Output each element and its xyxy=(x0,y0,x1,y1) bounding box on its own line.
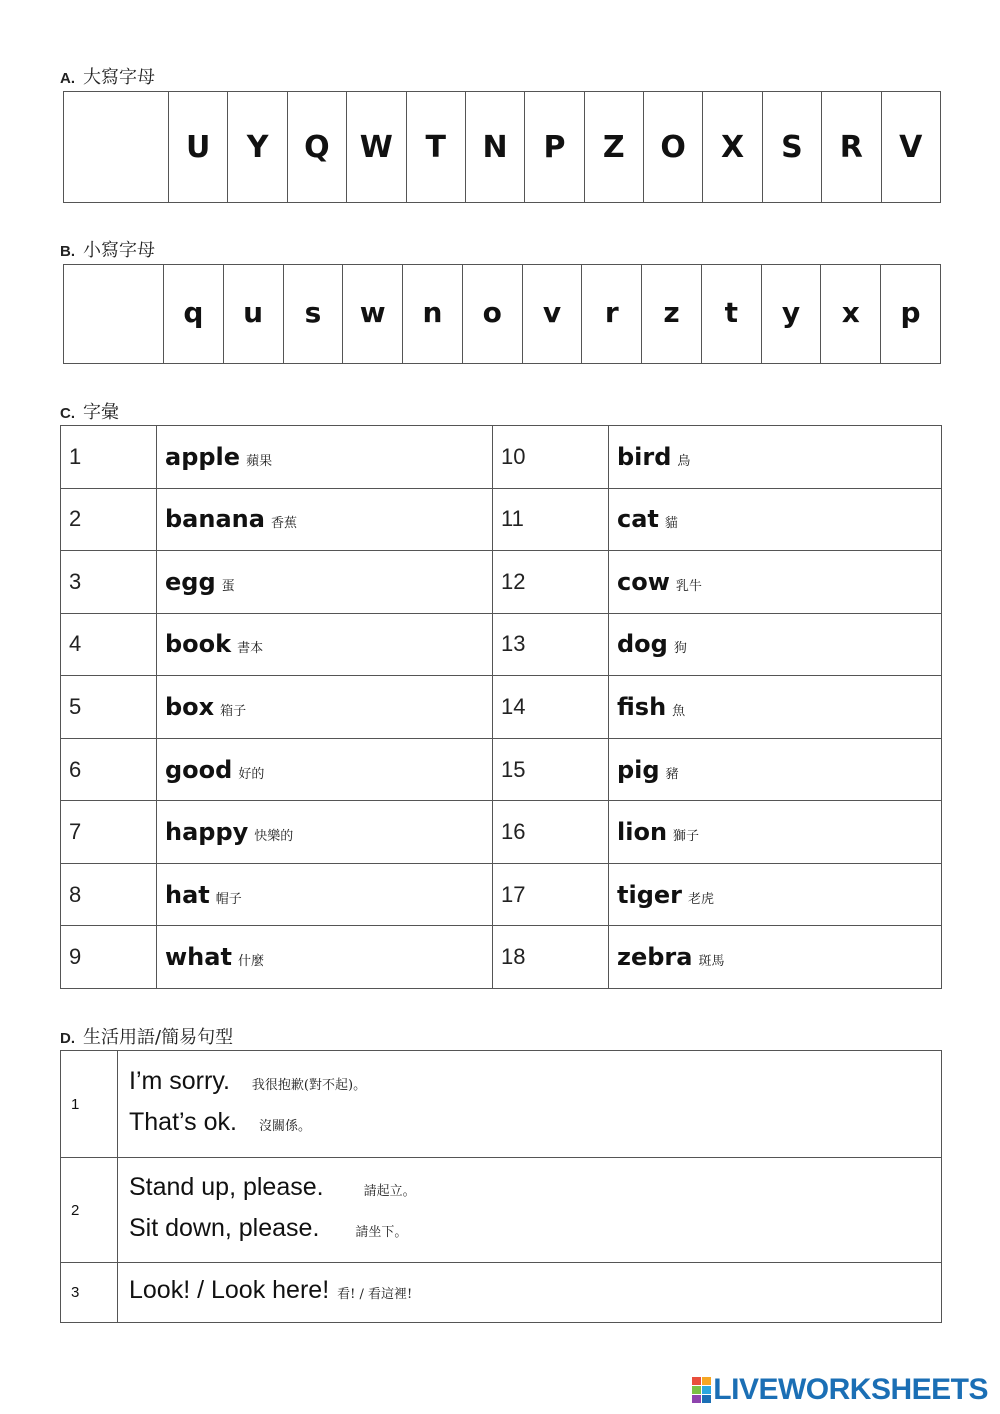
vocab-number: 5 xyxy=(61,676,157,739)
vocab-number: 12 xyxy=(493,551,609,614)
vocab-chinese: 快樂的 xyxy=(254,829,294,845)
vocab-chinese: 香蕉 xyxy=(270,516,297,532)
vocab-chinese: 斑馬 xyxy=(698,954,725,970)
vocab-number: 3 xyxy=(61,551,157,614)
vocab-word: lion xyxy=(617,818,668,847)
phrase-row xyxy=(61,1158,942,1263)
vocab-number: 14 xyxy=(493,676,609,739)
uppercase-letter: Q xyxy=(287,92,346,203)
lowercase-letter: n xyxy=(403,265,463,364)
vocab-row xyxy=(61,926,942,989)
logo-mark-block xyxy=(692,1395,701,1403)
uppercase-answer-cell[interactable] xyxy=(64,92,169,203)
vocab-row xyxy=(61,801,942,864)
lowercase-letter: s xyxy=(283,265,343,364)
section-b-letter: B. xyxy=(60,243,75,260)
lowercase-letter: p xyxy=(881,265,941,364)
section-c-heading xyxy=(60,398,119,424)
vocab-entry xyxy=(609,676,942,739)
phrase-cell xyxy=(118,1263,942,1323)
phrases-table xyxy=(60,1050,942,1323)
uppercase-letter: Y xyxy=(228,92,287,203)
lowercase-letter: y xyxy=(761,265,821,364)
vocab-word: what xyxy=(165,943,232,972)
section-a-title: 大寫字母 xyxy=(83,67,155,88)
uppercase-letter: T xyxy=(406,92,465,203)
vocab-entry xyxy=(157,613,493,676)
vocab-entry xyxy=(609,488,942,551)
vocab-entry xyxy=(157,801,493,864)
lowercase-letter: x xyxy=(821,265,881,364)
liveworksheets-logo xyxy=(692,1374,988,1406)
vocab-entry xyxy=(609,613,942,676)
phrase-row xyxy=(61,1263,942,1323)
uppercase-letter: X xyxy=(703,92,762,203)
lowercase-letter: r xyxy=(582,265,642,364)
vocab-number: 6 xyxy=(61,738,157,801)
vocab-number: 17 xyxy=(493,863,609,926)
vocab-word: hat xyxy=(165,880,210,909)
vocab-word: book xyxy=(165,630,232,659)
phrase-chinese: 請起立。 xyxy=(363,1184,416,1199)
vocab-word: egg xyxy=(165,567,216,596)
phrase-number: 3 xyxy=(61,1263,118,1323)
vocab-number: 8 xyxy=(61,863,157,926)
section-b-heading xyxy=(60,236,155,262)
section-b-title: 小寫字母 xyxy=(83,240,155,261)
vocab-entry xyxy=(609,551,942,614)
vocab-chinese: 帽子 xyxy=(215,891,242,907)
phrase-english: That’s ok. xyxy=(129,1108,237,1136)
logo-mark-block xyxy=(692,1386,701,1394)
uppercase-letter: U xyxy=(169,92,228,203)
vocab-number: 4 xyxy=(61,613,157,676)
phrase-cell xyxy=(118,1158,942,1263)
uppercase-letter: P xyxy=(525,92,584,203)
vocab-entry xyxy=(157,738,493,801)
uppercase-letter: N xyxy=(465,92,524,203)
vocab-chinese: 魚 xyxy=(672,703,686,719)
uppercase-letter: O xyxy=(644,92,703,203)
phrase-number: 2 xyxy=(61,1158,118,1263)
phrase-chinese: 看! / 看這裡! xyxy=(337,1287,413,1302)
vocab-chinese: 貓 xyxy=(664,516,678,532)
vocab-chinese: 豬 xyxy=(665,766,679,782)
vocab-word: dog xyxy=(617,630,668,659)
vocab-row xyxy=(61,676,942,739)
vocab-entry xyxy=(157,863,493,926)
section-d-heading xyxy=(60,1023,233,1049)
vocab-number: 16 xyxy=(493,801,609,864)
vocab-word: cat xyxy=(617,505,659,534)
vocab-entry xyxy=(157,426,493,489)
vocab-word: zebra xyxy=(617,943,693,972)
vocab-chinese: 箱子 xyxy=(220,703,247,719)
vocab-chinese: 獅子 xyxy=(673,829,700,845)
lowercase-letter: v xyxy=(522,265,582,364)
phrase-line xyxy=(119,1210,940,1251)
lowercase-letter: o xyxy=(462,265,522,364)
uppercase-letter: S xyxy=(762,92,821,203)
vocab-chinese: 好的 xyxy=(238,766,265,782)
phrase-english: Stand up, please. xyxy=(129,1173,324,1201)
vocab-word: good xyxy=(165,755,233,784)
vocab-chinese: 蘋果 xyxy=(246,453,273,469)
section-d-title: 生活用語/簡易句型 xyxy=(83,1027,234,1048)
vocab-row xyxy=(61,613,942,676)
phrase-number: 1 xyxy=(61,1051,118,1158)
vocab-chinese: 什麼 xyxy=(237,954,264,970)
vocab-number: 10 xyxy=(493,426,609,489)
section-d-letter: D. xyxy=(60,1030,75,1047)
vocab-row xyxy=(61,426,942,489)
vocab-word: fish xyxy=(617,692,667,721)
vocab-word: pig xyxy=(617,755,660,784)
vocab-chinese: 狗 xyxy=(673,641,687,657)
vocab-chinese: 蛋 xyxy=(221,578,235,594)
vocab-word: banana xyxy=(165,505,265,534)
vocab-chinese: 鳥 xyxy=(677,453,691,469)
vocab-number: 15 xyxy=(493,738,609,801)
lowercase-letter: w xyxy=(343,265,403,364)
vocab-number: 13 xyxy=(493,613,609,676)
logo-mark-block xyxy=(702,1377,711,1385)
vocab-entry xyxy=(609,863,942,926)
vocab-word: tiger xyxy=(617,880,682,909)
vocab-word: apple xyxy=(165,442,241,471)
vocab-word: happy xyxy=(165,818,249,847)
vocab-chinese: 老虎 xyxy=(688,891,715,907)
lowercase-letter: t xyxy=(701,265,761,364)
vocab-entry xyxy=(609,738,942,801)
section-a-letter: A. xyxy=(60,70,75,87)
section-c-title: 字彙 xyxy=(83,402,119,423)
vocab-chinese: 乳牛 xyxy=(675,578,702,594)
vocab-entry xyxy=(609,926,942,989)
lowercase-letter: q xyxy=(164,265,224,364)
phrase-row xyxy=(61,1051,942,1158)
phrase-english: I’m sorry. xyxy=(129,1067,230,1095)
vocab-entry xyxy=(157,676,493,739)
phrase-line xyxy=(119,1104,940,1145)
section-c-letter: C. xyxy=(60,405,75,422)
uppercase-letter: W xyxy=(347,92,406,203)
phrase-cell xyxy=(118,1051,942,1158)
uppercase-letter: R xyxy=(822,92,881,203)
vocab-entry xyxy=(157,551,493,614)
phrase-chinese: 沒關係。 xyxy=(258,1119,311,1134)
section-a-heading xyxy=(60,63,155,89)
vocab-chinese: 書本 xyxy=(237,641,264,657)
logo-mark-block xyxy=(702,1386,711,1394)
uppercase-letter: V xyxy=(881,92,940,203)
lowercase-table xyxy=(63,264,941,364)
phrase-english: Look! / Look here! xyxy=(129,1276,330,1304)
vocab-entry xyxy=(609,801,942,864)
lowercase-answer-cell[interactable] xyxy=(64,265,164,364)
vocab-number: 1 xyxy=(61,426,157,489)
phrase-chinese: 我很抱歉(對不起)。 xyxy=(251,1078,367,1093)
phrase-chinese: 請坐下。 xyxy=(355,1225,408,1240)
phrase-english: Sit down, please. xyxy=(129,1214,320,1242)
vocab-row xyxy=(61,551,942,614)
logo-mark-icon xyxy=(692,1377,711,1403)
phrase-line xyxy=(119,1272,940,1313)
lowercase-letter: z xyxy=(642,265,702,364)
vocab-number: 11 xyxy=(493,488,609,551)
uppercase-letter: Z xyxy=(584,92,643,203)
lowercase-letter: u xyxy=(223,265,283,364)
vocab-row xyxy=(61,488,942,551)
vocab-number: 18 xyxy=(493,926,609,989)
vocab-word: bird xyxy=(617,442,672,471)
vocab-entry xyxy=(609,426,942,489)
vocab-word: cow xyxy=(617,567,670,596)
vocab-number: 2 xyxy=(61,488,157,551)
phrase-line xyxy=(119,1063,940,1104)
vocab-word: box xyxy=(165,692,215,721)
logo-mark-block xyxy=(692,1377,701,1385)
vocab-number: 9 xyxy=(61,926,157,989)
uppercase-table xyxy=(63,91,941,203)
vocab-row xyxy=(61,738,942,801)
vocab-entry xyxy=(157,488,493,551)
logo-text: LIVEWORKSHEETS xyxy=(713,1373,988,1406)
logo-mark-block xyxy=(702,1395,711,1403)
vocab-entry xyxy=(157,926,493,989)
vocab-number: 7 xyxy=(61,801,157,864)
vocab-row xyxy=(61,863,942,926)
phrase-line xyxy=(119,1169,940,1210)
vocabulary-table xyxy=(60,425,942,989)
